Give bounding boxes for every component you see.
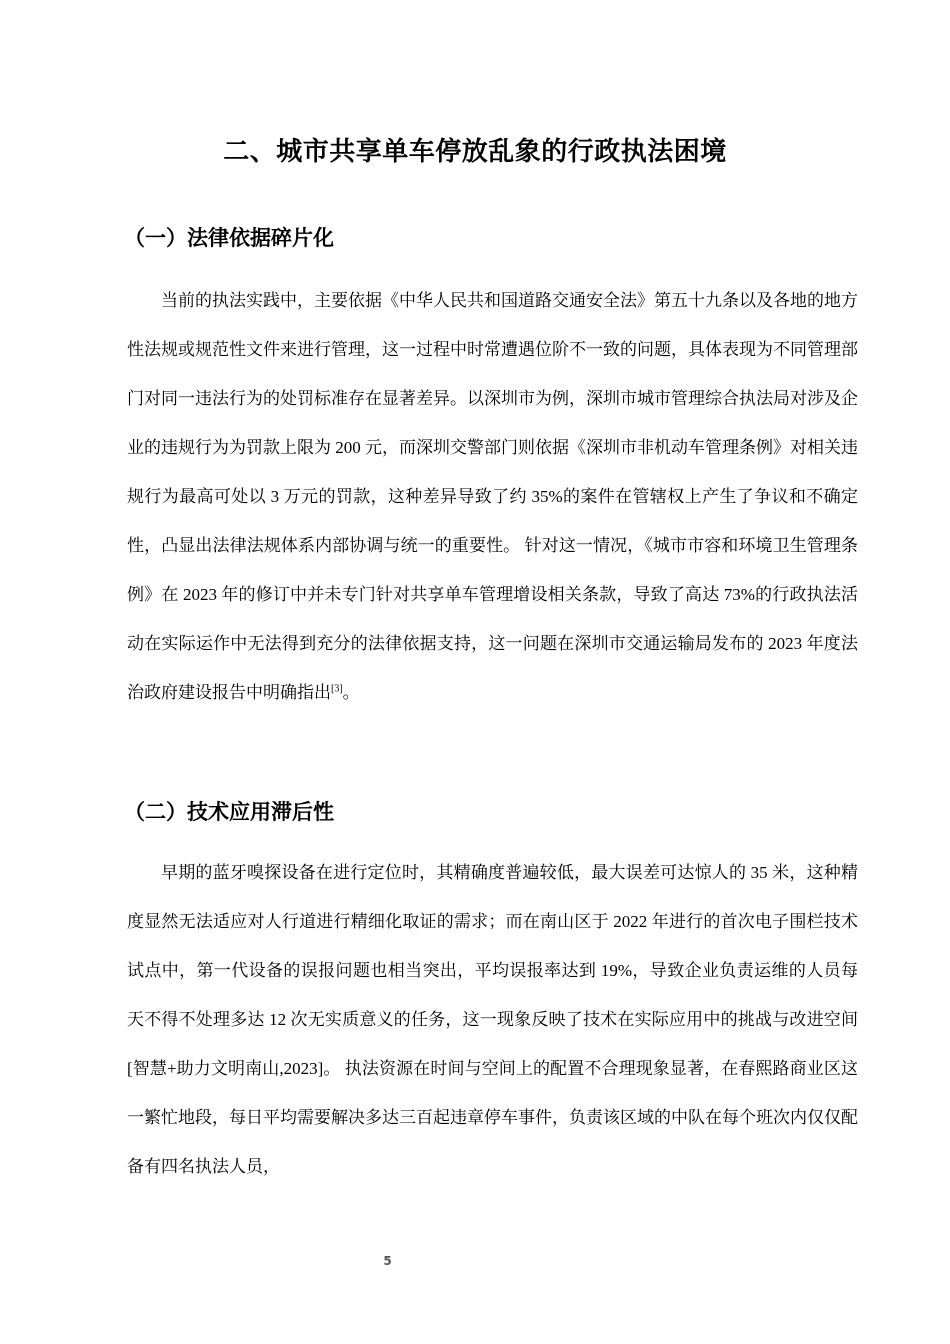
- section-2-paragraph-text: 早期的蓝牙嗅探设备在进行定位时，其精确度普遍较低，最大误差可达惊人的 35 米，这种精度显然无法适应对人行道进行精细化取证的需求；而在南山区于 2022 年进行的首次电子围栏技术试点中，第一代设备的误报问题也相当突出，平均误报率达到 19%，导致企业负责运维的人员每天不得不处理多达 12 次无实质意义的任务，这一现象反映了技术在实际应用中的挑战与改进空间[智慧+助力文明南山,2023]。 执法资源在时间与空间上的配置不合理现象显著，在春熙路商业区这一繁忙地段，每日平均需要解决多达三百起违章停车事件，负责该区域的中队在每个班次内仅仅配备有四名执法人员，: [127, 863, 858, 1176]
- section-heading-1: （一）法律依据碎片化: [124, 226, 334, 250]
- section-1-paragraph-end: 。: [342, 683, 360, 702]
- section-1-paragraph: [127, 276, 858, 717]
- chapter-title: 二、城市共享单车停放乱象的行政执法困境: [223, 137, 727, 167]
- page-number: 5: [383, 1254, 392, 1268]
- citation-marker: [3]: [331, 683, 343, 695]
- section-2-paragraph: [127, 848, 858, 1191]
- section-1-paragraph-text: 当前的执法实践中，主要依据《中华人民共和国道路交通安全法》第五十九条以及各地的地方性法规或规范性文件来进行管理，这一过程中时常遭遇位阶不一致的问题，具体表现为不同管理部门对同一违法行为的处罚标准存在显著差异。以深圳市为例，深圳市城市管理综合执法局对涉及企业的违规行为为罚款上限为 200 元，而深圳交警部门则依据《深圳市非机动车管理条例》对相关违规行为最高可处以 3 万元的罚款，这种差异导致了约 35%的案件在管辖权上产生了争议和不确定性，凸显出法律法规体系内部协调与统一的重要性。 针对这一情况，《城市市容和环境卫生管理条例》在 2023 年的修订中并未专门针对共享单车管理增设相关条款，导致了高达 73%的行政执法活动在实际运作中无法得到充分的法律依据支持，这一问题在深圳市交通运输局发布的 2023 年度法治政府建设报告中明确指出: [127, 291, 858, 702]
- section-heading-2: （二）技术应用滞后性: [124, 800, 334, 824]
